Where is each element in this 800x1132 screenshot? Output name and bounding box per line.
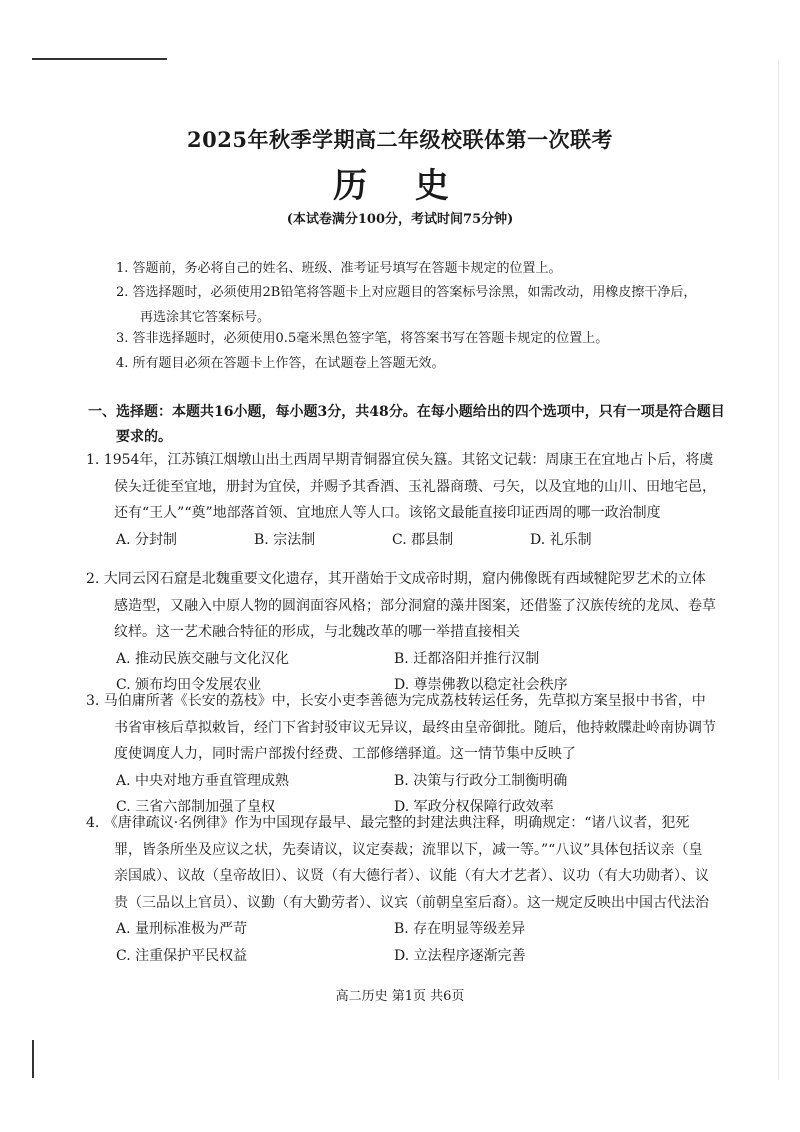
question-stem: 2. 大同云冈石窟是北魏重要文化遗存，其开凿始于文成帝时期，窟内佛像既有西域犍陀罗艺术的立体感造型，又融入中原人物的圆润面容风格；部分洞窟的藻井图案，还借鉴了汉族传统的龙凤、卷草纹样。这一艺术融合特征的形成，与北魏改革的哪一举措直接相关 — [86, 571, 716, 640]
option-b: B. 宗法制 — [254, 531, 316, 548]
option-c: C. 注重保护平民权益 — [116, 947, 248, 964]
option-d: D. 军政分权保障行政效率 — [394, 799, 554, 815]
question-2 — [86, 566, 716, 699]
question-1 — [86, 447, 716, 553]
instruction-2 — [116, 280, 706, 330]
option-a: A. 分封制 — [116, 531, 178, 548]
subject-title: 历 史 — [333, 166, 467, 206]
instruction-text: 3. 答非选择题时，必须使用0.5毫米黑色签字笔，将答案书写在答题卡规定的位置上。 — [116, 331, 609, 346]
question-stem: 4. 《唐律疏议·名例律》作为中国现存最早、最完整的封建法典注释，明确规定：“诸八议者，犯死罪，皆条所坐及应议之状，先奏请议，议定奏裁；流罪以下，减一等。”“八议”具体包括议亲（皇亲国戚）、议故（皇帝故旧）、议贤（有大德行者）、议能（有大才艺者）、议功（有大功勋者）、议贵（三品以上官员）、议勤（有大勤劳者）、议宾（前朝皇室后裔）。这一规定反映出中国古代法治 — [86, 815, 709, 911]
exam-title: 2025年秋季学期高二年级校联体第一次联考 — [187, 127, 613, 152]
scan-edge-mark-top — [32, 58, 167, 60]
instruction-text: 4. 所有题目必须在答题卡上作答，在试题卷上答题无效。 — [116, 356, 445, 371]
option-c: C. 郡县制 — [392, 531, 454, 548]
option-a: A. 量刑标准极为严苛 — [116, 921, 248, 937]
instruction-text: 2. 答选择题时，必须使用2B铅笔将答题卡上对应题目的答案标号涂黑，如需改动，用橡皮擦干净后，再选涂其它答案标号。 — [116, 285, 697, 325]
option-b: B. 迁都洛阳并推行汉制 — [394, 650, 540, 667]
question-4 — [86, 810, 716, 969]
instruction-3 — [116, 326, 706, 351]
instruction-1 — [116, 256, 706, 281]
option-a: A. 推动民族交融与文化汉化 — [116, 650, 290, 667]
scan-edge-mark-left — [32, 1040, 34, 1078]
option-d: D. 尊崇佛教以稳定社会秩序 — [394, 677, 568, 693]
option-b: B. 决策与行政分工制衡明确 — [394, 772, 568, 789]
option-c: C. 颁布均田令发展农业 — [116, 677, 262, 693]
question-stem: 1. 1954年，江苏镇江烟墩山出土西周早期青铜器宜侯夨簋。其铭文记载：周康王在宜地占卜后，将虞侯夨迁徙至宜地，册封为宜侯，并赐予其香酒、玉礼器商瓒、弓矢，以及宜地的山川、田地宅邑，还有“王人”“奠”地部落首领、宜地庶人等人口。该铭文最能直接印证西周的哪一政治制度 — [86, 452, 716, 521]
question-options — [86, 527, 716, 554]
option-c: C. 三省六部制加强了皇权 — [116, 799, 276, 815]
question-stem: 3. 马伯庸所著《长安的荔枝》中，长安小吏李善德为完成荔枝转运任务，先草拟方案呈报中书省，中书省审核后草拟敕旨，经门下省封驳审议无异议，最终由皇帝御批。随后，他持敕牒赴岭南协调节度使调度人力，同时需户部拨付经费、工部修缮驿道。这一情节集中反映了 — [86, 693, 716, 762]
page-footer: 高二历史 第1页 共6页 — [335, 989, 465, 1004]
instruction-4 — [116, 351, 706, 376]
option-b: B. 存在明显等级差异 — [394, 921, 526, 937]
option-d: D. 礼乐制 — [530, 531, 592, 548]
instruction-text: 1. 答题前，务必将自己的姓名、班级、准考证号填写在答题卡规定的位置上。 — [116, 261, 562, 276]
exam-note: (本试卷满分100分，考试时间75分钟) — [286, 212, 514, 227]
option-d: D. 立法程序逐渐完善 — [394, 947, 526, 964]
question-options — [86, 916, 716, 969]
section-heading: 一、选择题：本题共16小题，每小题3分，共48分。在每小题给出的四个选项中，只有一项是符合题目要求的。 — [88, 404, 725, 445]
option-a: A. 中央对地方垂直管理成熟 — [116, 772, 290, 789]
question-3 — [86, 688, 716, 821]
